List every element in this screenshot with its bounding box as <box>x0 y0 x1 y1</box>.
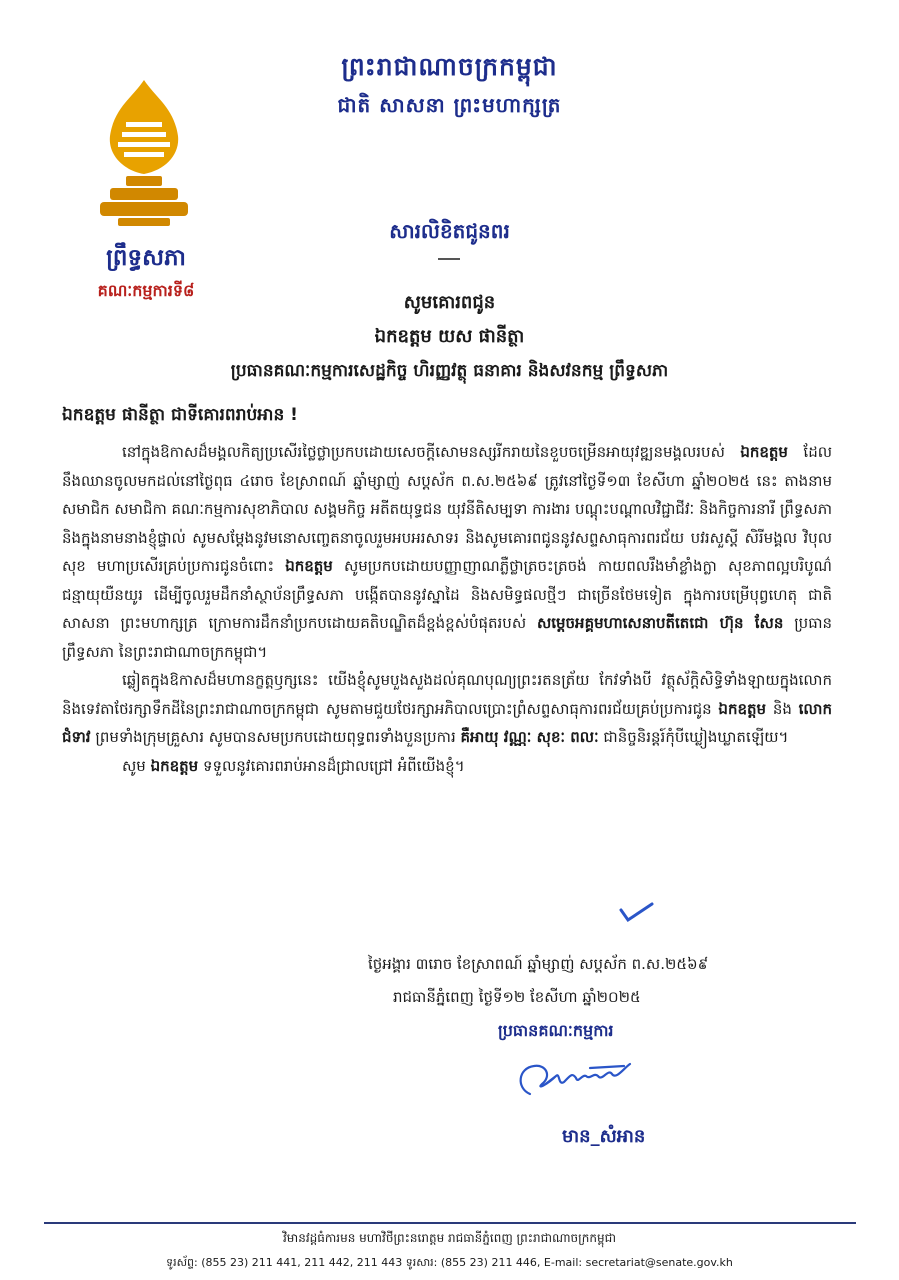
senate-label: ព្រឹទ្ធសភា <box>106 245 186 271</box>
p3-text-c: ទទួលនូវគោរពរាប់អានដ៏ជ្រាលជ្រៅ អំពីយើងខ្ញុំ។ <box>198 756 465 775</box>
footer-divider <box>44 1222 856 1224</box>
p1-bold-d: ឯកឧត្តម <box>285 557 333 575</box>
letter-title: សារលិខិតជូនពរ <box>389 219 510 243</box>
signer-name: មាន_សំអាន <box>562 1126 646 1147</box>
solar-date: រាជធានីភ្នំពេញ ថ្ងៃទី១២ ខែសីហា ឆ្នាំ២០២៥ <box>393 988 641 1006</box>
paragraph-2 <box>62 666 832 752</box>
p1-text-a: នៅក្នុងឱកាសដ៏មង្គលកិត្យប្រសើរថ្លៃថ្លាប្រកបដោយសេចក្តីសោមនស្សរីករាយនៃខួបចម្រើនអាយុវឌ្ឍនមង្គលរបស់ <box>122 443 741 461</box>
committee-label: គណៈកម្មការទី៨ <box>97 281 195 300</box>
paragraph-1 <box>62 438 832 666</box>
p1-bold-b: ឯកឧត្តម <box>740 443 788 461</box>
salutation: ឯកឧត្តម ផានីត្ថា ជាទីគោរពរាប់អាន ! <box>62 405 298 425</box>
handwritten-signature <box>512 1054 642 1110</box>
p3-bold-b: ឯកឧត្តម <box>150 756 199 775</box>
p3-text-a: សូម <box>122 756 151 775</box>
p2-bold-d: លោកជំទាវ <box>62 699 832 746</box>
signer-role: ប្រធានគណៈកម្មការ <box>498 1021 614 1040</box>
national-motto: ជាតិ សាសនា ព្រះមហាក្សត្រ <box>337 93 562 117</box>
checkmark-icon <box>618 900 654 924</box>
p1-bold-f: សម្តេចអគ្គមហាសេនាបតីតេជោ ហ៊ុន សែន <box>536 614 784 632</box>
p2-text-e: ព្រមទាំងក្រុមគ្រួសារ សូមបានសមប្រកបដោយពុទ្ធពរទាំងបួនប្រការ <box>90 728 461 746</box>
footer-contact: ទូរស័ព្ទ: (855 23) 211 441, 211 442, 211 443 ទូរសារ: (855 23) 211 446, E-mail: secretariat@senate.gov.kh <box>166 1256 733 1269</box>
p2-bold-f: គឺអាយុ វណ្ណៈ សុខៈ ពលៈ <box>460 728 599 746</box>
recipient-position: ប្រធានគណៈកម្មការសេដ្ឋកិច្ច ហិរញ្ញវត្ថុ ធនាគារ និងសវនកម្ម ព្រឹទ្ធសភា <box>230 361 669 381</box>
p2-text-c: និង <box>766 699 799 718</box>
footer-address: វិមានវដ្តធំការមន មហាវិថីព្រះនរោត្តម រាជធានីភ្នំពេញ ព្រះរាជាណាចក្រកម្ពុជា <box>282 1231 616 1245</box>
respect-line: សូមគោរពជូន <box>403 292 496 313</box>
p2-text-g: ជានិច្ចនិរន្តរ៍កុំបីឃ្លៀងឃ្លាតឡើយ។ <box>598 728 789 746</box>
recipient-name: ឯកឧត្តម យស ផានីត្ថា <box>374 326 525 347</box>
senate-emblem-icon <box>96 78 192 228</box>
lunar-date: ថ្ងៃអង្គារ ៣រោច ខែស្រាពណ៍ ឆ្នាំម្សាញ់ សប្តស័ក ព.ស.២៥៦៩ <box>368 955 709 973</box>
title-divider <box>438 258 460 260</box>
paragraph-3 <box>62 752 832 781</box>
p1-text-e: សូមប្រកបដោយបញ្ញាញាណភ្លឺថ្លាត្រចះត្រចង់ កាយពលរឹងមាំខ្លាំងក្លា សុខភាពល្អបរិបូណ៌ ជន្មាយុយឺនយូរ ដើម្បីចូលរួមដឹកនាំស្ថាប័នព្រឹទ្ធសភា បង្កើតបាននូវស្នាដៃ និងសមិទ្ធផលថ្មីៗ ជាច្រើនថែមទៀត ក្នុងការបម្រើបុព្វហេតុ ជាតិ សាសនា ព្រះមហាក្សត្រ ក្រោមការដឹកនាំប្រកបដោយគតិបណ្ឌិតដ៏ខ្ពង់ខ្ពស់បំផុតរបស់ <box>62 557 832 632</box>
kingdom-heading: ព្រះរាជាណាចក្រកម្ពុជា <box>341 52 558 81</box>
letter-body <box>62 438 832 780</box>
p1-text-c: ដែលនឹងឈានចូលមកដល់នៅថ្ងៃពុធ ៤រោច ខែស្រាពណ៍ ឆ្នាំម្សាញ់ សប្តស័ក ព.ស.២៥៦៩ ត្រូវនៅថ្ងៃទី១៣ ខែសីហា ឆ្នាំ២០២៥ នេះ តាងនាមសមាជិក សមាជិកា គណៈកម្មការសុខាភិបាល សង្គមកិច្ច អតីតយុទ្ធជន យុវនីតិសម្បទា ការងារ បណ្តុះបណ្តាលវិជ្ជាជីវៈ និងកិច្ចការនារី ព្រឹទ្ធសភា និងក្នុងនាមនាងខ្ញុំផ្ទាល់ សូមសម្តែងនូវមនោសញ្ចេតនាចូលរួមអបអរសាទរ និងសូមគោរពជូននូវសព្ទសាធុការពរជ័យ បវរសួស្តី សិរីមង្គល វិបុលសុខ មហាប្រសើរគ្រប់ប្រការជូនចំពោះ <box>62 443 832 575</box>
p2-bold-b: ឯកឧត្តម <box>718 699 767 718</box>
p1-text-g: ប្រធានព្រឹទ្ធសភា នៃព្រះរាជាណាចក្រកម្ពុជា។ <box>62 614 833 661</box>
p2-text-a: ឆ្លៀតក្នុងឱកាសដ៏មហានក្ខត្តឫក្សនេះ យើងខ្ញុំសូមបួងសួងដល់គុណបុណ្យព្រះរតនត្រ័យ កែវទាំងបី វត្ថុស័ក្តិសិទ្ធិទាំងឡាយក្នុងលោក និងទេវតាថែរក្សាទឹកដីនៃព្រះរាជាណាចក្រកម្ពុជា សូមតាមជួយថែរក្សាអភិបាលប្រោះព្រំសព្ទសាធុការពរជ័យគ្រប់ប្រការជូន <box>62 671 832 718</box>
